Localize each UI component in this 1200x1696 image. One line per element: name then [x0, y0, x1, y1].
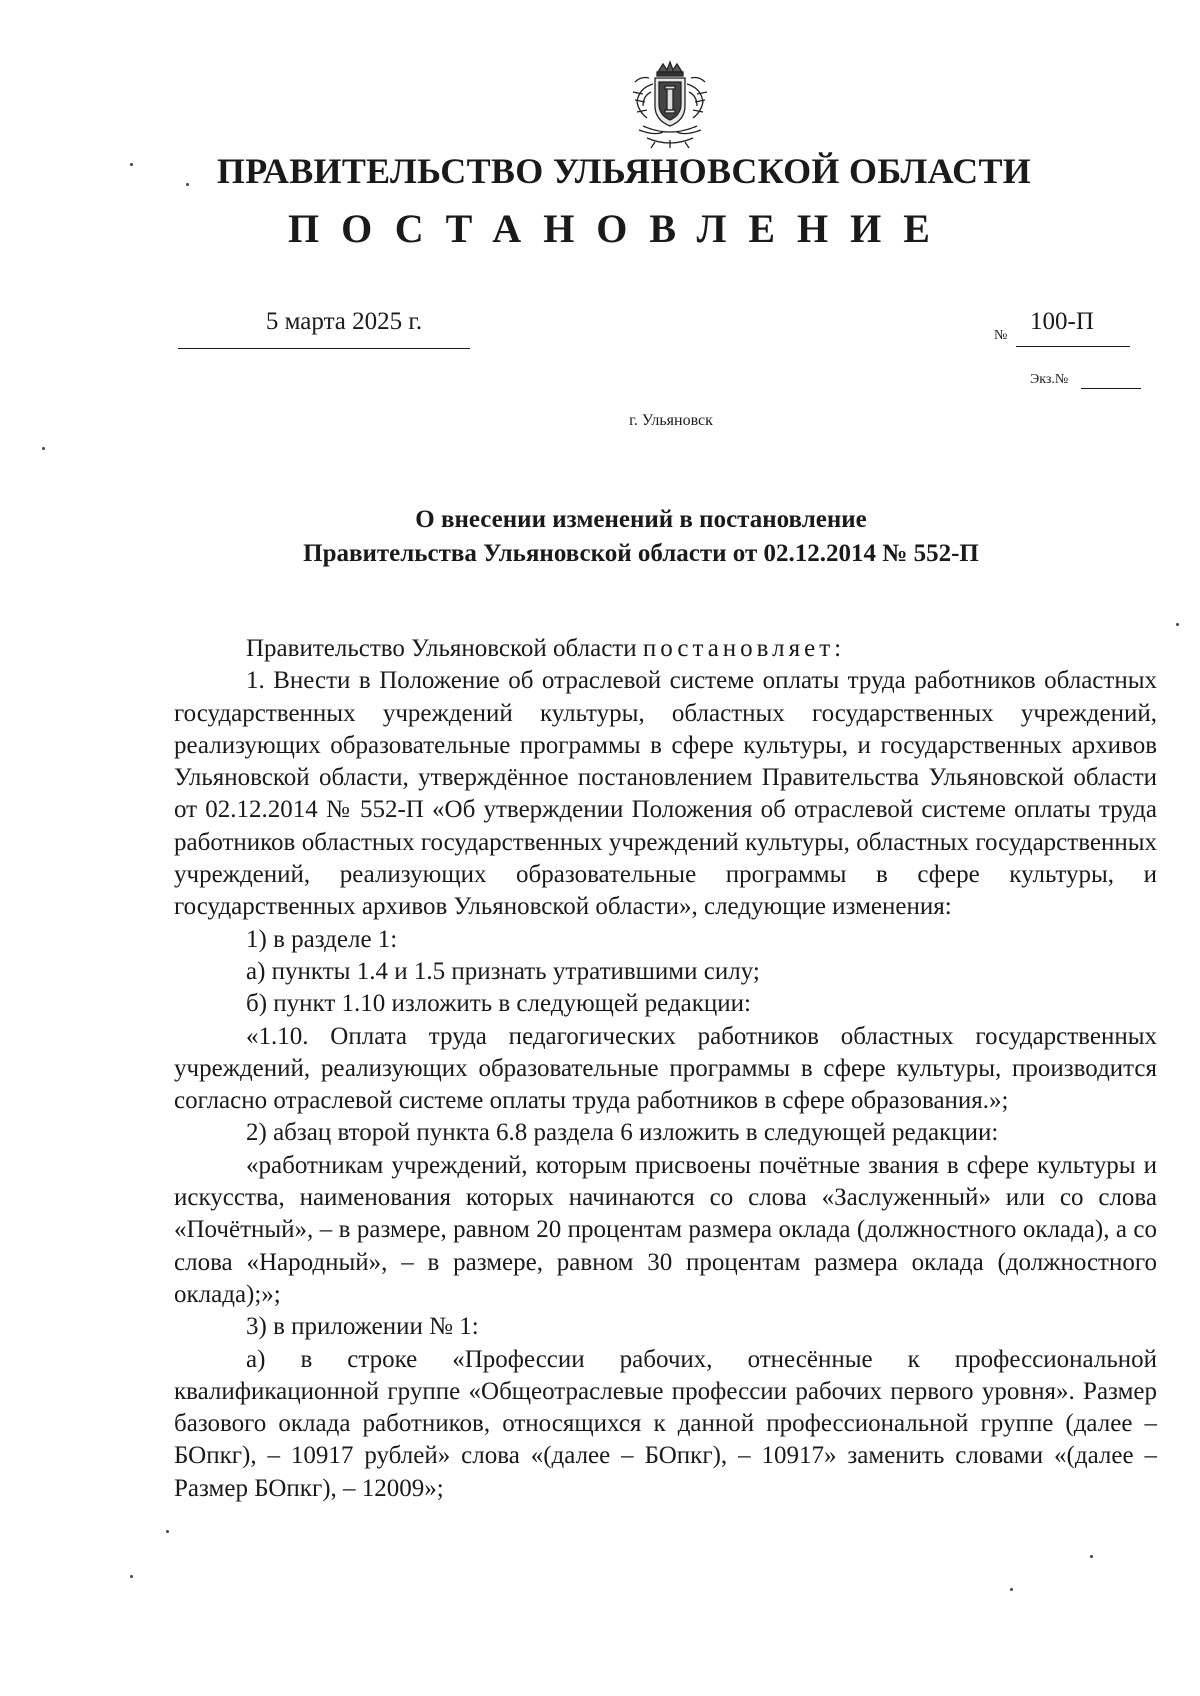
body-paragraph: а) пункты 1.4 и 1.5 признать утратившими силу; [246, 957, 760, 985]
body-paragraph: а) в строке «Профессии рабочих, отнесённые к профессиональной квалификационной группе «Общеотраслевые профессии рабочих первого уровня». Размер базового оклада работников, относящихся к данной профессиональной группе (далее – БОпкг), – 10917 рублей» слова «(далее – БОпкг), – 10917» заменить словами «(далее – Размер БОпкг), – 12009»; [174, 1345, 1157, 1502]
scan-speck [130, 1575, 133, 1578]
scan-speck [42, 447, 45, 450]
number-field [994, 308, 1130, 348]
body-paragraph: б) пункт 1.10 изложить в следующей редакции: [246, 990, 751, 1018]
intro-prefix: Правительство Ульяновской области [246, 635, 643, 662]
copy-underline [1081, 388, 1141, 389]
date-field [178, 308, 470, 336]
coat-of-arms-icon [625, 58, 715, 150]
copy-label: Экз.№ [1030, 372, 1069, 387]
intro-suffix: : [834, 635, 842, 662]
scan-speck [186, 183, 189, 186]
number-sign: № [994, 328, 1008, 343]
document-body [174, 633, 1157, 1505]
scan-speck [166, 1530, 169, 1533]
scan-speck [1090, 1555, 1093, 1558]
document-date: 5 марта 2025 г. [265, 308, 423, 335]
document-subject [0, 503, 1200, 571]
body-paragraph: «1.10. Оплата труда педагогических работников областных государственных учреждений, реализующих образовательные программы в сфере культуры, производится согласно отраслевой системе оплаты труда работников в сфере образования.»; [174, 1022, 1157, 1115]
government-title: ПРАВИТЕЛЬСТВО УЛЬЯНОВСКОЙ ОБЛАСТИ [216, 151, 1032, 191]
scan-speck [1010, 1588, 1013, 1591]
number-underline [1016, 346, 1130, 347]
document-type-heading: ПОСТАНОВЛЕНИЕ [288, 206, 952, 251]
subject-line-2: Правительства Ульяновской области от 02.12.2014 № 552-П [303, 540, 979, 567]
body-paragraph: 1. Внести в Положение об отраслевой системе оплаты труда работников областных государственных учреждений культуры, областных государственных учреждений, реализующих образовательные программы в сфере культуры, и государственных архивов Ульяновской области, утверждённое постановлением Правительства Ульяновской области от 02.12.2014 № 552-П «Об утверждении Положения об отраслевой системе оплаты труда работников областных государственных учреждений культуры, областных государственных учреждений, реализующих образовательные программы в сфере культуры, и государственных архивов Ульяновской области», следующие изменения: [174, 667, 1157, 921]
scan-speck [1176, 623, 1179, 626]
document-number: 100-П [1030, 308, 1094, 335]
intro-spaced-word: постановляет [642, 635, 835, 662]
city-name: г. Ульяновск [629, 412, 713, 429]
intro-paragraph [174, 633, 1157, 665]
subject-line-1: О внесении изменений в постановление [415, 506, 867, 533]
body-paragraph: «работникам учреждений, которым присвоены почётные звания в сфере культуры и искусства, наименования которых начинаются со слова «Заслуженный» или со слова «Почётный», – в размере, равном 20 процентам размера оклада (должностного оклада), а со слова «Народный», – в размере, равном 30 процентам размера оклада (должностного оклада);»; [174, 1151, 1157, 1308]
copy-number-field [1030, 372, 1150, 394]
body-paragraph: 2) абзац второй пункта 6.8 раздела 6 изложить в следующей редакции: [246, 1119, 999, 1147]
body-paragraph: 1) в разделе 1: [246, 925, 398, 953]
body-paragraph: 3) в приложении № 1: [246, 1313, 479, 1341]
date-underline [178, 348, 470, 349]
scan-speck [130, 163, 133, 166]
